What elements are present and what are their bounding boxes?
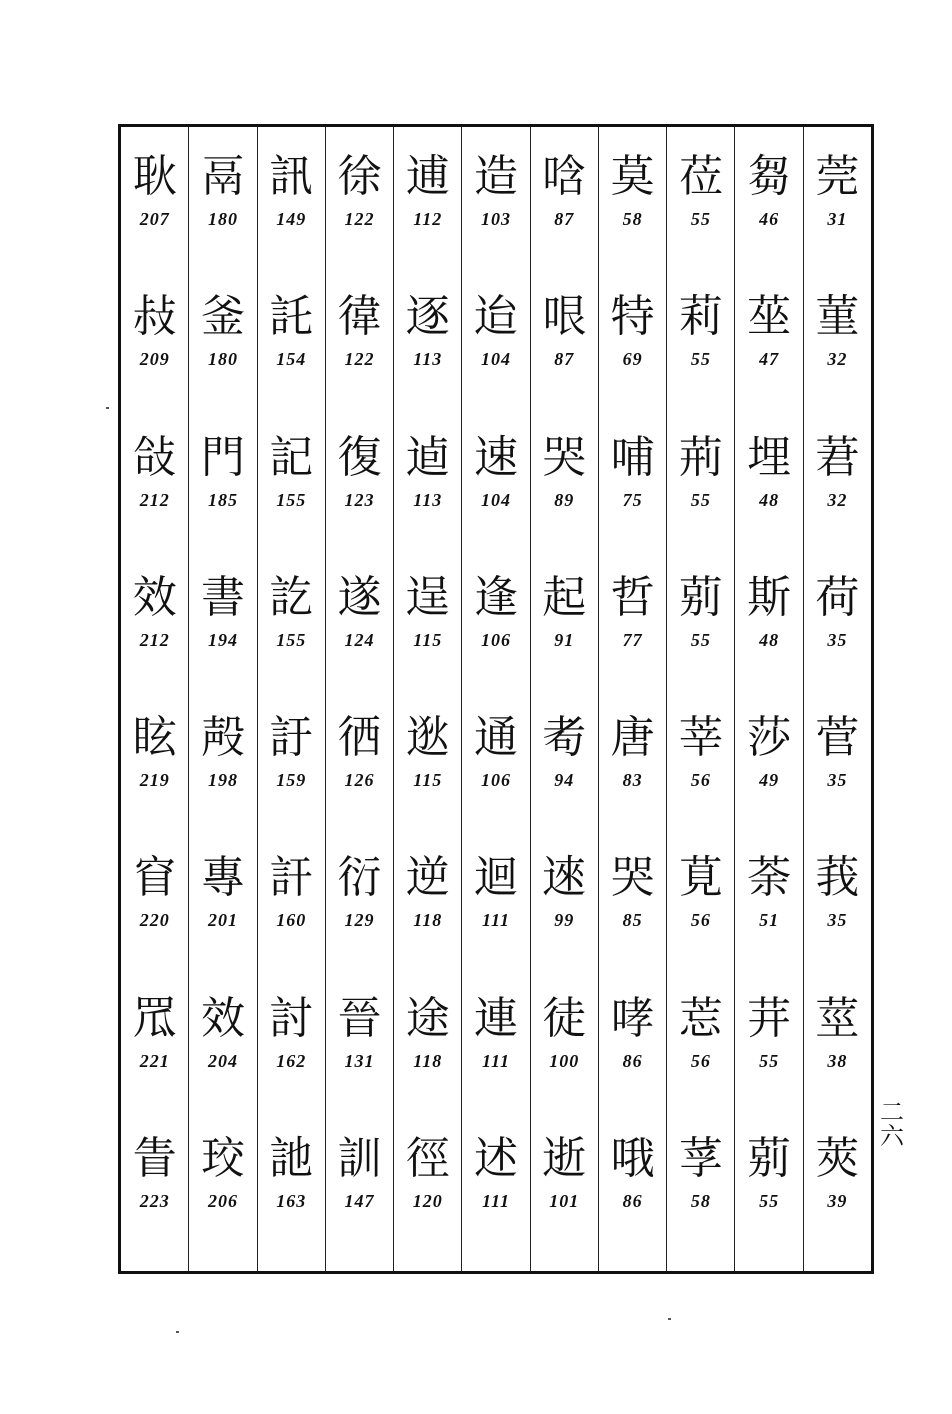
index-entry xyxy=(406,570,450,710)
entry-page-number: 35 xyxy=(827,910,848,931)
entry-character: 莂 xyxy=(678,571,723,623)
index-column xyxy=(188,127,256,1271)
entry-page-number: 56 xyxy=(690,910,711,931)
entry-character: 莉 xyxy=(678,291,723,343)
entry-page-number: 185 xyxy=(207,489,238,510)
index-entry xyxy=(269,850,313,990)
entry-character: 徆 xyxy=(337,712,382,763)
entry-character: 哲 xyxy=(610,571,655,623)
entry-page-number: 206 xyxy=(207,1190,238,1211)
index-entry xyxy=(406,430,450,570)
index-entry xyxy=(542,149,586,289)
entry-character: 逢 xyxy=(474,571,519,623)
index-entry xyxy=(406,710,450,850)
index-entry xyxy=(338,570,382,710)
index-entry xyxy=(542,430,586,570)
entry-page-number: 118 xyxy=(413,910,443,931)
index-entry xyxy=(133,430,177,570)
entry-page-number: 219 xyxy=(139,770,170,790)
index-entry xyxy=(201,149,245,289)
index-entry xyxy=(815,710,859,850)
entry-character: 遂 xyxy=(337,571,382,623)
entry-character: 罛 xyxy=(132,992,177,1044)
entry-page-number: 99 xyxy=(554,910,575,931)
index-entry xyxy=(747,1131,791,1271)
index-entry xyxy=(611,570,655,710)
entry-page-number: 101 xyxy=(549,1190,580,1211)
entry-page-number: 35 xyxy=(827,629,848,650)
entry-character: 鬲 xyxy=(200,151,245,202)
entry-character: 殸 xyxy=(200,712,245,763)
entry-page-number: 209 xyxy=(139,349,170,370)
entry-character: 特 xyxy=(610,291,655,343)
entry-character: 訑 xyxy=(269,1132,314,1184)
entry-character: 逨 xyxy=(542,852,587,904)
index-entry xyxy=(133,149,177,289)
entry-page-number: 129 xyxy=(344,910,375,931)
index-entry xyxy=(406,1131,450,1271)
entry-character: 莫 xyxy=(610,151,655,202)
entry-character: 莅 xyxy=(678,151,723,202)
index-entry xyxy=(611,1131,655,1271)
entry-character: 訏 xyxy=(269,712,314,763)
entry-page-number: 55 xyxy=(690,489,711,510)
index-entry xyxy=(338,289,382,429)
index-entry xyxy=(611,991,655,1131)
entry-character: 眚 xyxy=(132,1132,177,1184)
index-entry xyxy=(406,149,450,289)
entry-character: 珓 xyxy=(200,1132,245,1184)
entry-character: 哺 xyxy=(610,431,655,483)
index-entry xyxy=(679,710,723,850)
index-entry xyxy=(269,289,313,429)
entry-character: 哭 xyxy=(610,852,655,904)
index-entry xyxy=(747,149,791,289)
index-column xyxy=(393,127,461,1271)
entry-character: 述 xyxy=(474,1132,519,1184)
entry-page-number: 113 xyxy=(413,489,443,510)
entry-page-number: 32 xyxy=(827,489,848,510)
entry-page-number: 112 xyxy=(413,209,443,229)
entry-character: 眩 xyxy=(132,712,177,763)
entry-character: 復 xyxy=(337,431,382,483)
entry-character: 討 xyxy=(269,992,314,1044)
entry-page-number: 106 xyxy=(481,629,512,650)
entry-character: 唐 xyxy=(610,712,655,763)
entry-page-number: 147 xyxy=(344,1190,375,1211)
entry-character: 芻 xyxy=(747,151,792,202)
entry-page-number: 122 xyxy=(344,349,375,370)
entry-page-number: 115 xyxy=(413,770,443,790)
entry-page-number: 124 xyxy=(344,629,375,650)
index-entry xyxy=(474,991,518,1131)
entry-page-number: 104 xyxy=(481,349,512,370)
entry-page-number: 111 xyxy=(482,1050,511,1071)
index-entry xyxy=(815,1131,859,1271)
entry-character: 連 xyxy=(474,992,519,1044)
entry-page-number: 212 xyxy=(139,489,170,510)
index-entry xyxy=(542,289,586,429)
entry-character: 徐 xyxy=(337,151,382,202)
entry-page-number: 46 xyxy=(759,209,780,229)
index-entry xyxy=(679,570,723,710)
entry-page-number: 85 xyxy=(622,910,643,931)
entry-page-number: 86 xyxy=(622,1190,643,1211)
index-entry xyxy=(133,570,177,710)
index-entry xyxy=(269,710,313,850)
index-entry xyxy=(611,289,655,429)
entry-character: 託 xyxy=(269,291,314,343)
index-entry xyxy=(269,1131,313,1271)
entry-character: 起 xyxy=(542,571,587,623)
entry-page-number: 55 xyxy=(759,1050,780,1071)
index-entry xyxy=(133,850,177,990)
entry-page-number: 131 xyxy=(344,1050,375,1071)
index-column xyxy=(461,127,529,1271)
index-entry xyxy=(542,850,586,990)
entry-page-number: 160 xyxy=(276,910,307,931)
index-entry xyxy=(474,710,518,850)
entry-character: 晉 xyxy=(337,992,382,1044)
index-entry xyxy=(542,991,586,1131)
entry-page-number: 55 xyxy=(690,209,711,229)
entry-page-number: 39 xyxy=(827,1190,848,1211)
index-entry xyxy=(133,289,177,429)
entry-page-number: 126 xyxy=(344,770,375,790)
index-entry xyxy=(133,710,177,850)
entry-character: 訓 xyxy=(337,1132,382,1184)
entry-character: 莝 xyxy=(747,291,792,343)
entry-page-number: 91 xyxy=(554,629,575,650)
index-entry xyxy=(338,850,382,990)
entry-page-number: 162 xyxy=(276,1050,307,1071)
entry-character: 斯 xyxy=(747,571,792,623)
entry-character: 莞 xyxy=(815,151,860,202)
entry-character: 徫 xyxy=(337,291,382,343)
index-entry xyxy=(338,430,382,570)
scan-speck xyxy=(176,1331,179,1333)
scan-speck xyxy=(106,407,109,409)
entry-character: 莂 xyxy=(747,1132,792,1184)
entry-page-number: 31 xyxy=(827,209,848,229)
entry-character: 造 xyxy=(474,151,519,202)
columns-container xyxy=(121,127,871,1271)
entry-page-number: 83 xyxy=(622,770,643,790)
entry-character: 通 xyxy=(474,712,519,763)
entry-character: 唅 xyxy=(542,151,587,202)
index-entry xyxy=(679,149,723,289)
index-entry xyxy=(679,430,723,570)
index-entry xyxy=(679,289,723,429)
entry-character: 逋 xyxy=(405,151,450,202)
entry-character: 迴 xyxy=(474,852,519,904)
index-column xyxy=(734,127,802,1271)
entry-page-number: 155 xyxy=(276,489,307,510)
index-column xyxy=(666,127,734,1271)
index-entry xyxy=(201,850,245,990)
entry-character: 荼 xyxy=(747,852,792,904)
page-number-char-1: 二 xyxy=(880,1098,904,1126)
entry-character: 茾 xyxy=(747,992,792,1044)
index-entry xyxy=(542,710,586,850)
entry-character: 莖 xyxy=(815,992,860,1044)
entry-page-number: 204 xyxy=(207,1050,238,1071)
index-entry xyxy=(474,570,518,710)
entry-page-number: 56 xyxy=(690,770,711,790)
entry-page-number: 115 xyxy=(413,629,443,650)
entry-character: 速 xyxy=(474,431,519,483)
index-entry xyxy=(611,710,655,850)
entry-page-number: 155 xyxy=(276,629,307,650)
entry-page-number: 194 xyxy=(207,629,238,650)
index-entry xyxy=(815,850,859,990)
index-entry xyxy=(747,289,791,429)
index-entry xyxy=(747,430,791,570)
entry-page-number: 159 xyxy=(276,770,307,790)
entry-page-number: 69 xyxy=(622,349,643,370)
index-entry xyxy=(269,430,313,570)
index-entry xyxy=(269,149,313,289)
entry-character: 途 xyxy=(405,992,450,1044)
index-entry xyxy=(474,289,518,429)
entry-page-number: 111 xyxy=(482,1190,511,1211)
entry-page-number: 86 xyxy=(622,1050,643,1071)
entry-character: 敆 xyxy=(132,431,177,483)
entry-page-number: 35 xyxy=(827,770,848,790)
page-number-char-2: 六 xyxy=(880,1122,904,1150)
index-column xyxy=(803,127,871,1271)
entry-page-number: 47 xyxy=(759,349,780,370)
entry-page-number: 51 xyxy=(759,910,780,931)
entry-character: 莢 xyxy=(815,1132,860,1184)
entry-character: 逞 xyxy=(405,571,450,623)
entry-character: 逌 xyxy=(405,431,450,483)
index-entry xyxy=(474,1131,518,1271)
entry-page-number: 198 xyxy=(207,770,238,790)
entry-page-number: 87 xyxy=(554,349,575,370)
entry-page-number: 75 xyxy=(622,489,643,510)
index-entry xyxy=(747,991,791,1131)
entry-page-number: 180 xyxy=(207,209,238,229)
index-entry xyxy=(611,149,655,289)
index-column xyxy=(325,127,393,1271)
entry-character: 專 xyxy=(200,852,245,904)
index-entry xyxy=(611,850,655,990)
entry-character: 荊 xyxy=(678,431,723,483)
entry-character: 效 xyxy=(132,571,177,623)
entry-character: 哏 xyxy=(542,291,587,343)
index-entry xyxy=(815,570,859,710)
index-entry xyxy=(474,850,518,990)
entry-character: 敊 xyxy=(132,291,177,343)
entry-character: 莘 xyxy=(678,712,723,763)
index-entry xyxy=(815,289,859,429)
entry-page-number: 207 xyxy=(139,209,170,229)
entry-character: 莎 xyxy=(747,712,792,763)
entry-character: 徒 xyxy=(542,992,587,1044)
entry-page-number: 111 xyxy=(482,910,511,931)
entry-character: 窅 xyxy=(132,852,177,904)
entry-page-number: 180 xyxy=(207,349,238,370)
index-entry xyxy=(133,1131,177,1271)
index-entry xyxy=(542,1131,586,1271)
index-entry xyxy=(747,850,791,990)
entry-character: 哦 xyxy=(610,1132,655,1184)
entry-character: 耇 xyxy=(542,712,587,763)
index-entry xyxy=(201,570,245,710)
entry-character: 效 xyxy=(200,992,245,1044)
entry-character: 哭 xyxy=(542,431,587,483)
index-column xyxy=(257,127,325,1271)
index-entry xyxy=(679,1131,723,1271)
entry-character: 逐 xyxy=(405,291,450,343)
entry-page-number: 89 xyxy=(554,489,575,510)
entry-character: 書 xyxy=(200,571,245,623)
entry-page-number: 120 xyxy=(412,1190,443,1211)
entry-page-number: 149 xyxy=(276,209,307,229)
entry-page-number: 122 xyxy=(344,209,375,229)
entry-character: 莧 xyxy=(678,852,723,904)
entry-character: 埋 xyxy=(747,431,792,483)
index-entry xyxy=(611,430,655,570)
index-entry xyxy=(747,710,791,850)
index-entry xyxy=(542,570,586,710)
index-entry xyxy=(133,991,177,1131)
index-entry xyxy=(338,1131,382,1271)
entry-page-number: 163 xyxy=(276,1190,307,1211)
entry-page-number: 94 xyxy=(554,770,575,790)
index-entry xyxy=(338,991,382,1131)
index-entry xyxy=(679,850,723,990)
index-entry xyxy=(406,850,450,990)
entry-page-number: 100 xyxy=(549,1050,580,1071)
page-number xyxy=(878,1100,906,1148)
entry-page-number: 48 xyxy=(759,629,780,650)
entry-page-number: 48 xyxy=(759,489,780,510)
index-entry xyxy=(747,570,791,710)
entry-page-number: 201 xyxy=(207,910,238,931)
index-entry xyxy=(815,149,859,289)
index-entry xyxy=(406,289,450,429)
index-entry xyxy=(269,570,313,710)
entry-page-number: 104 xyxy=(481,489,512,510)
index-entry xyxy=(201,289,245,429)
entry-character: 莪 xyxy=(815,852,860,904)
entry-character: 記 xyxy=(269,431,314,483)
index-entry xyxy=(201,991,245,1131)
index-column xyxy=(530,127,598,1271)
entry-page-number: 32 xyxy=(827,349,848,370)
entry-character: 逖 xyxy=(405,712,450,763)
entry-character: 逝 xyxy=(542,1132,587,1184)
entry-character: 徑 xyxy=(405,1132,450,1184)
entry-page-number: 106 xyxy=(481,770,512,790)
entry-page-number: 103 xyxy=(481,209,512,229)
entry-page-number: 38 xyxy=(827,1050,848,1071)
entry-page-number: 58 xyxy=(622,209,643,229)
index-entry xyxy=(815,430,859,570)
entry-character: 逆 xyxy=(405,852,450,904)
entry-page-number: 118 xyxy=(413,1050,443,1071)
entry-page-number: 58 xyxy=(690,1190,711,1211)
index-entry xyxy=(474,430,518,570)
entry-page-number: 55 xyxy=(690,349,711,370)
entry-page-number: 55 xyxy=(690,629,711,650)
index-column xyxy=(598,127,666,1271)
entry-page-number: 220 xyxy=(139,910,170,931)
entry-character: 訖 xyxy=(269,571,314,623)
entry-character: 莙 xyxy=(815,431,860,483)
entry-character: 菫 xyxy=(815,291,860,343)
index-entry xyxy=(201,1131,245,1271)
entry-character: 釜 xyxy=(200,291,245,343)
entry-page-number: 56 xyxy=(690,1050,711,1071)
index-entry xyxy=(474,149,518,289)
entry-character: 門 xyxy=(200,431,245,483)
entry-page-number: 49 xyxy=(759,770,780,790)
entry-character: 迨 xyxy=(474,291,519,343)
entry-page-number: 55 xyxy=(759,1190,780,1211)
entry-page-number: 113 xyxy=(413,349,443,370)
entry-page-number: 123 xyxy=(344,489,375,510)
character-index-table xyxy=(118,124,874,1274)
entry-character: 耿 xyxy=(132,151,177,202)
index-entry xyxy=(338,149,382,289)
entry-character: 衍 xyxy=(337,852,382,904)
entry-page-number: 221 xyxy=(139,1050,170,1071)
index-entry xyxy=(338,710,382,850)
entry-character: 荷 xyxy=(815,571,860,623)
entry-character: 訊 xyxy=(269,151,314,202)
entry-page-number: 77 xyxy=(622,629,643,650)
index-entry xyxy=(201,710,245,850)
entry-character: 哮 xyxy=(610,992,655,1044)
entry-character: 莩 xyxy=(678,1132,723,1184)
index-entry xyxy=(679,991,723,1131)
entry-page-number: 223 xyxy=(139,1190,170,1211)
entry-page-number: 87 xyxy=(554,209,575,229)
index-entry xyxy=(406,991,450,1131)
index-column xyxy=(121,127,188,1271)
index-entry xyxy=(201,430,245,570)
entry-character: 莣 xyxy=(678,992,723,1044)
entry-character: 訐 xyxy=(269,852,314,904)
index-entry xyxy=(815,991,859,1131)
scan-speck xyxy=(668,1318,671,1320)
entry-page-number: 212 xyxy=(139,629,170,650)
entry-page-number: 154 xyxy=(276,349,307,370)
index-entry xyxy=(269,991,313,1131)
entry-character: 菅 xyxy=(815,712,860,763)
